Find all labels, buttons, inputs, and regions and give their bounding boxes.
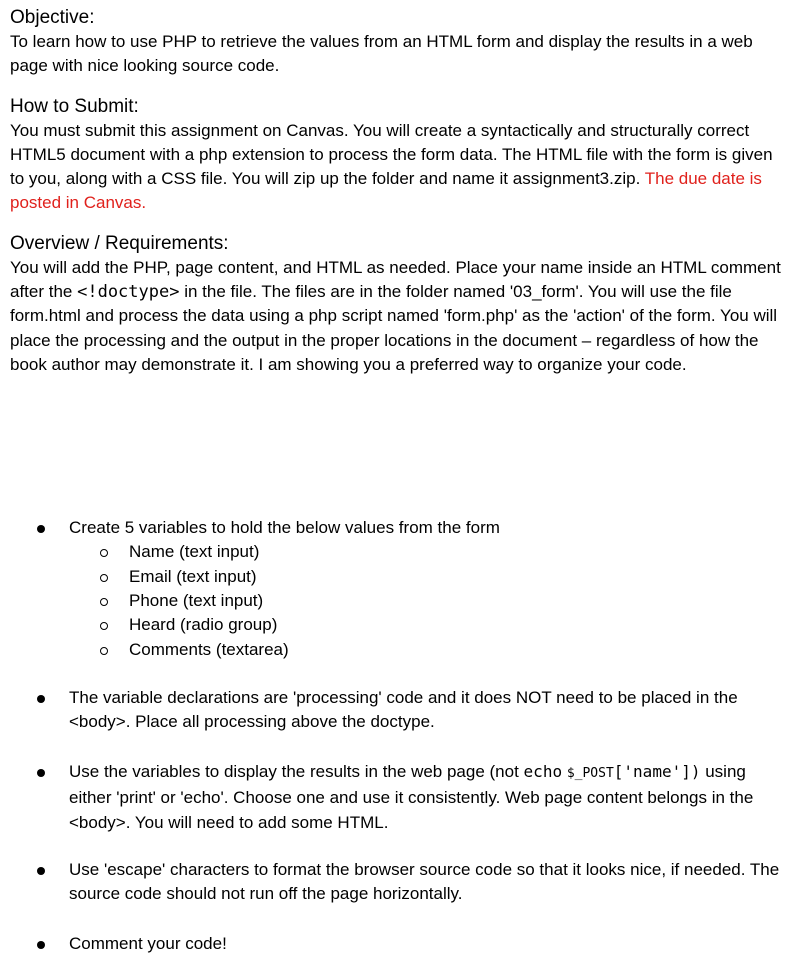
- sub-list-item: [0, 638, 790, 662]
- escape-text: Use 'escape' characters to format the browser source code so that it looks nice, if needed. The source code should not run off the page horizontally.: [69, 860, 780, 904]
- bullet-dot: [37, 525, 45, 533]
- overview-text-after: in the file. The files are in the folder named '03_form'. You will use the file form.html and process the data using a php script named 'form.php' as the 'action' of the form. You will place the processing and the output in the proper locations in the document – regardless of how the book author may demonstrate it. I am showing you a preferred way to organize your code.: [10, 282, 778, 374]
- bullet-dot: [37, 695, 45, 703]
- sub-list-item: [0, 613, 790, 637]
- bullet-dot: [37, 867, 45, 875]
- bullet-dot: [37, 941, 45, 949]
- sub-item-name: Name (text input): [129, 542, 260, 561]
- sub-item-heard: Heard (radio group): [129, 615, 278, 634]
- display-text: [69, 760, 781, 835]
- bullet-dot: [37, 769, 45, 777]
- declarations-text: The variable declarations are 'processing' code and it does NOT need to be placed in the <body>. Place all processing above the doctype.: [69, 688, 738, 732]
- overview-text: [10, 256, 785, 377]
- how-to-submit-body: You must submit this assignment on Canvas. You will create a syntactically and structurally correct HTML5 document with a php extension to process the form data. The HTML file with the form is given to you, along with a CSS file. You will zip up the folder and name it assignment3.zip.: [10, 120, 773, 189]
- sub-bullet-circle: [100, 549, 108, 557]
- sub-bullet-circle: [100, 622, 108, 630]
- how-to-submit-heading: How to Submit:: [10, 95, 139, 117]
- sub-list-item: [0, 565, 790, 589]
- objective-text: To learn how to use PHP to retrieve the values from an HTML form and display the results in a web page with nice looking source code.: [10, 32, 753, 76]
- document-page: [10, 6, 785, 377]
- doctype-code: <!doctype>: [77, 282, 180, 303]
- how-to-submit-text: [10, 119, 785, 216]
- display-text-before: Use the variables to display the results in the web page (not: [69, 762, 519, 781]
- display-text-after: using either 'print' or 'echo'. Choose one and use it consistently. Web page content belongs in the <body>. You will need to add some HTML.: [69, 762, 754, 832]
- overview-text-before: You will add the PHP, page content, and HTML as needed. Place your name inside an HTML comment after the: [10, 257, 781, 302]
- sub-bullet-circle: [100, 647, 108, 655]
- sub-item-phone: Phone (text input): [129, 591, 264, 610]
- sub-list-item: [0, 540, 790, 564]
- post-key-code: ['name']): [613, 762, 701, 781]
- post-var-code: $_POST: [566, 766, 614, 781]
- sub-item-comments: Comments (textarea): [129, 640, 289, 659]
- comment-text: Comment your code!: [69, 934, 227, 953]
- echo-code: echo: [523, 762, 563, 781]
- objective-heading: Objective:: [10, 7, 95, 28]
- variables-text: Create 5 variables to hold the below values from the form: [69, 518, 500, 537]
- sub-bullet-circle: [100, 598, 108, 606]
- due-date-notice: The due date is posted in Canvas.: [10, 169, 762, 213]
- sub-bullet-circle: [100, 574, 108, 582]
- overview-heading: Overview / Requirements:: [10, 232, 229, 254]
- sub-list-item: [0, 589, 790, 613]
- sub-item-email: Email (text input): [129, 567, 257, 586]
